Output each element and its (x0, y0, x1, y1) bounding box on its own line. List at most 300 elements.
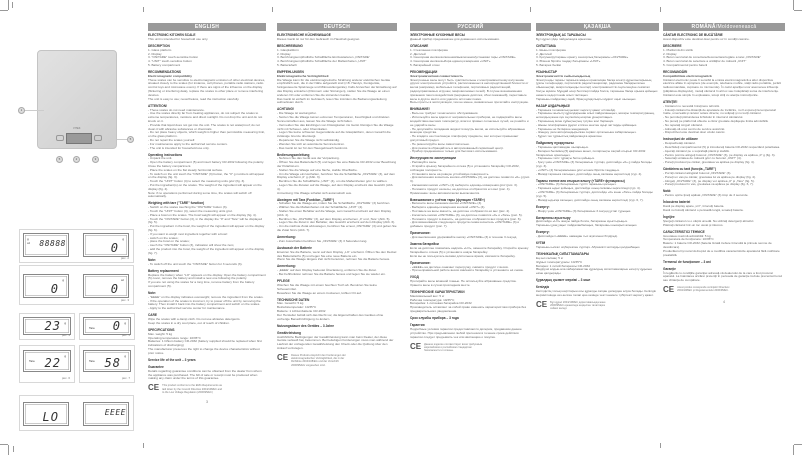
section-text: - These scales do not need maintenance. (148, 107, 205, 112)
crop-mark (794, 444, 802, 445)
section-text: - Use the scales directly far from heating appliances, do not subject the scales to extreme temperatures, moisture and direct sunlight. Do not drop the unit and do not knock on it. (148, 111, 263, 123)
section-text: - Berühren Sie „ON/TARE“ (3), auf dem Display erscheinen „0“ und „Tare“ (Abb. 5). (277, 216, 391, 221)
section-text: - To switch on the unit touch the "ON/TARE" (3) button, the "0" g numbers will appear on the display (fig. 3). (148, 171, 265, 180)
manual-section (277, 154, 397, 196)
manual-section (663, 231, 785, 258)
ce-conformity-block (277, 354, 397, 367)
section-text: - «ON/TARE» (3) батырмасын түртіңіз, дисплейде «0» және «Tare» пайда болады (сур. 5). (536, 190, 653, 198)
on-tare-button-illustration (94, 135, 102, 141)
section-text: - Nu reparaţi singuri cântarul. (663, 122, 703, 127)
section-text: Note: if no operations performed during some time, the scales will switch off automatically. (148, 190, 252, 199)
manual-section (663, 190, 785, 198)
section-text: 2. Дисплей (410, 51, 426, 56)
section-subheading: Электромагниттік сыйысымдылық (536, 73, 591, 78)
section-text: - Құрал тек тұрмыстық пайдалануға арналған. (536, 134, 603, 139)
section-text: Cântarul electronic poate fi sensibil la emisia electromagnetică a altor dispozitive electrice aflate în apropiere (de exemplu, telefoane mobile, staţii radio portabile, jucării radiocomandate, cuptoare cu microunde). În cazul apariţiei unor asemenea influenţe (pâlpâirea displayului), mutaţi cântarul în alt loc sau îndepărtaţi sursa de interferenţe. (663, 77, 781, 94)
page-number-right: 4 (723, 300, 725, 305)
section-text: - „EEEE“ auf dem Display bedeutet Überlastung, entfernen Sie die Zutat. (277, 268, 377, 273)
section-heading: Note: (148, 290, 157, 295)
section-heading: КҮТІМ (536, 241, 546, 246)
manual-section (663, 201, 785, 213)
section-text: Wischen Sie die Waage mit einem feuchten Tuch ab. Benutzen Sie keine Scheuermittel. (277, 283, 377, 291)
section-text: - For maintenance apply to the authorized service centers. (148, 141, 228, 146)
section-text: - Touch the "UNIT" button (4) to select the measuring units g/oz (fig. 3). (148, 179, 246, 184)
crop-mark (272, 7, 273, 12)
crop-mark (793, 445, 794, 455)
callout-5: 5 (127, 136, 134, 143)
section-text: - Дисплейдегі «EEEE» шамадан тыс жүктемені білдіреді. (536, 234, 618, 239)
section-heading: PFLEGE (277, 279, 290, 284)
section-text: 5. Batteriefach (277, 62, 297, 67)
language-column-română (663, 23, 785, 304)
section-text: În legătură cu condiţiile garanţiei adresaţi-vă dealerului de la care a fost procurat aparatul. La înaintarea oricărei pretenţii în perioada de garanţie trebuie prezentat bonul sau chitanţa de cumpărare. (663, 270, 783, 283)
section-text: - Таразыға ыдыс қойыңыз, дисплейде оның салмағы көрсетіледі (сур. 4). (536, 186, 641, 191)
manual-section (663, 261, 785, 265)
section-heading: СИПАТТАМА (536, 43, 556, 48)
figure-caption: рис. 3 (120, 298, 129, 302)
section-text: Wipe the scales with a damp cloth. Do not use abrasive detergents. (148, 317, 241, 322)
crop-mark (794, 10, 802, 11)
section-heading: Anmerkung: (277, 235, 296, 240)
section-text: 1. Glass platform (148, 47, 172, 52)
section-text: - Do not place heavy objects, which weight is higher than permissible measuring limit, on the glass platform. (148, 130, 265, 139)
section-text: - Таразыны өз бетіңізше жөндемеңіз. (536, 126, 590, 131)
section-text: - Porniţi cântarul atingând butonul „ON/TARE” (3). (663, 171, 732, 176)
lcd-display (83, 274, 129, 298)
crop-mark (143, 443, 144, 448)
lcd-value: 0 (50, 282, 59, 296)
section-text: Батарейка: 1 литиевая батарейка CR-2032 (410, 301, 472, 306)
section-text: - Шыны платформаға рұқсат етілген шектен ауыр заттарды қоймаңыз. (536, 122, 638, 127)
section-text: Replace the battery when "LO" appears on the display. Open the battery compartment (5) cover, remove the battery and install a new one following the polarity. (148, 272, 266, 281)
manual-section (148, 292, 266, 311)
section-text: Dacă nu folosiţi cântarul o perioadă lungă, scoateţi bateria. (663, 208, 744, 213)
lcd-display (83, 233, 129, 257)
section-text: - If the operation of the scales is incorrect, try to power off the unit by removing the battery. Then install it back into the battery compartment and switch on the scales. (148, 298, 261, 307)
manual-section (663, 268, 785, 283)
manual-section (410, 232, 531, 240)
section-heading: Austausch der Batterie (277, 245, 312, 250)
scale-illustration (37, 50, 117, 149)
manual-section (536, 231, 659, 239)
section-subheading: Electromagnetic compatibility (148, 73, 193, 78)
section-text: - Қосу үшін «ON/TARE» (3) батырмасын түртіңіз, дисплейде «0» g пайда болады (сур. 3). (536, 160, 652, 168)
ce-conformity-block (536, 301, 659, 311)
section-text: - Puneţi produsul pe cântar, greutatea va apărea pe display (fig. 4). (663, 160, 755, 165)
section-text: - Включите весы касанием кнопки «ON/TARE» (3). (410, 201, 483, 206)
section-text: Keep the scales in a dry cool place, out of reach of children. (148, 320, 230, 325)
section-heading: RECOMMENDATIONS (148, 69, 182, 74)
section-text: - Zum Ausschalten berühren Sie „ON/TARE“ (3) 3 Sekunden lang. (277, 238, 368, 243)
callout-3: 3 (92, 156, 99, 163)
crop-mark (12, 2, 13, 8)
section-heading: RECOMANDĂRI (663, 69, 688, 74)
language-column-deutsch (277, 23, 397, 367)
manual-section (410, 71, 531, 105)
section-text: Ausführliche Bedingungen der Gewährleistung kann man beim Dealer, der diese Geräte verkauft hat, bekommen. Bei beliebigen Forderungen muss man während der Laufzeit der vorliegenden Gewährleistung den Check oder die Quittung über den Ankauf vorzulegen. (277, 334, 394, 351)
section-text: - Өнімді таразыға салыңыз, дисплейде оның салмағы көрсетіледі (сур. 4). (536, 171, 643, 176)
section-text: Электронды таразы таразыға жақын орналасқан басқа электр құрылғыларының (ұялы телефондар, портативтік радиостанциялар, радиомен басқарылатын ойыншықтар, микротолқынды пештер) электромагниттік сәулеленуіне сезімтал болуы мүмкін. Мұндай әсер белгілері пайда болса, таразыны басқа орынға қойыңыз немесе кедергі көзін алып тастаңыз. (536, 77, 658, 97)
manual-section (148, 34, 266, 42)
section-text: - Для включения коснитесь кнопки «ON/TARE» (3), на дисплее появится «0» g (рис. 3). (410, 175, 531, 184)
section-text: - Таразыға техникалық қызмет көрсету қажет етілмейді. (536, 107, 616, 112)
section-text: Дисплейде «LO» жазуы пайда болса, батареяны ауыстырыңыз. (536, 219, 628, 224)
manual-section (536, 142, 659, 176)
section-heading: Nutzungsdauer des Gerätes – 3 Jahre (277, 323, 335, 328)
section-heading: Îngrijire (663, 215, 675, 220)
language-title: ҚАЗАҚША (583, 24, 612, 30)
language-title: РУССКИЙ (457, 24, 484, 30)
ce-conformity-block (410, 343, 531, 353)
section-text: 3. Buton senzorial de conectare/deconectare/reglare a tarei „ON/TARE” (663, 55, 761, 60)
ce-conformity-text: Acest produs corespunde cerinţelor Directivei 2004/108/EC şi Regulamentului 2006/95/EC. (677, 286, 730, 293)
manual-section (536, 206, 659, 214)
section-text: - touch the "ON/TARE" button (3), indication will show the zero; (148, 243, 235, 248)
section-text: Кепілдіктің толық шарттарын осы құралды сатқан дилерден алуға болады. Кепілдік мерзімі ішінде кез-келген талап қою кезінде чекті немесе түбіртекті көрсету қажет. (536, 289, 656, 297)
section-text: - Pentru oprire ţineţi apăsat „ON/TARE” (3) timp de 3 secunde. (663, 193, 749, 198)
manual-section (277, 265, 397, 277)
language-header (410, 23, 531, 31)
section-text: - Die Waage ist wartungsfrei. (277, 111, 317, 116)
manual-section (536, 242, 659, 250)
manual-section (410, 291, 531, 314)
manual-section (410, 157, 531, 195)
section-heading: CARACTERISTICI TEHNICE (663, 229, 705, 234)
section-text: Бұл құрал үйде пайдалануға арналған. (536, 36, 593, 41)
section-text: - «UNIT» (4) батырмасымен g/oz өлшем бірлігін таңдаңыз. (536, 167, 620, 172)
section-subheading: Elektromagnetische Verträglichkeit (277, 73, 329, 78)
section-heading: Срок службы прибора – 3 года (410, 316, 459, 321)
language-title: ROMÂNĂ (691, 24, 716, 30)
figure-caption: рис. 2 (120, 256, 129, 260)
section-heading: Примечание: (410, 231, 431, 236)
section-text: Рабочая температура: 10/35°C (410, 297, 455, 302)
manual-section (536, 71, 659, 101)
section-heading: Примечание: (410, 260, 431, 265)
language-column-english (148, 23, 266, 404)
lcd-unit: g (122, 237, 124, 241)
section-text: Таразыны ылғал шүберекпен сүртіңіз. Абразивті заттарды қолданбаңыз. (536, 245, 641, 250)
manual-section (663, 71, 785, 98)
ce-mark-icon: CE (663, 285, 675, 295)
section-text: - Для взвешивания следующего продукта снова коснитесь «ON/TARE» (3) и добавьте продукт (рис. 7). (410, 220, 520, 229)
section-text: - Откройте крышку батарейного отсека (5) и установите батарейку CR-2032, соблюдая полярность. (410, 164, 520, 172)
section-heading: Кепілдік (536, 285, 550, 290)
section-text: Данный прибор предназначен для домашнего использования. (410, 36, 500, 41)
lcd-value: EEEE (104, 408, 126, 417)
section-text: - Не кладите на стеклянную платформу предметы, вес которых превышает допустимый предел. (410, 134, 519, 142)
section-subheading: Compatibilitate electromagnetică (663, 73, 712, 78)
ce-mark-icon: CE (536, 299, 548, 309)
section-text: 1. Шыны платформа (536, 47, 566, 52)
section-text: - Schalten Sie die Waage ein, indem Sie die Schaltfläche „ON/TARE“ (3) berühren. (277, 201, 391, 206)
section-heading: ELEKTRONISCHE KÜCHENWAAGE (277, 33, 331, 37)
section-text: - Puneţi un vas pe cântar, greutatea lui va apărea pe display (fig. 4). (663, 174, 756, 179)
section-text: - Stellen Sie die Waage auf eine flache, stabile Oberfläche. (277, 167, 358, 172)
section-text: 5. Батарейный отсек (410, 62, 440, 67)
manual-section (277, 325, 397, 329)
figure-panel (79, 345, 135, 383)
section-text: - Өнімді ыдысқа салыңыз, дисплейде оның салмағы көрсетіледі (сур. 6, 7). (536, 197, 644, 202)
section-heading: Anmerkung: (277, 264, 296, 269)
section-heading: Пайдалану нұсқаулығы (536, 141, 574, 146)
manual-section (148, 154, 266, 200)
manual-section (410, 324, 531, 339)
section-heading: ATENŢIE! (663, 99, 678, 104)
section-text: - Switch on the scales touching the "ON/TARE" button (3). (148, 205, 228, 210)
section-text: Betriebstemperatur: 10/35°C (277, 305, 317, 310)
language-header (536, 23, 659, 31)
figure-panel (79, 313, 135, 340)
callout-4: 5 (56, 156, 63, 163)
section-text: - Um die Waage einzuschalten, berühren Sie die Schaltfläche „ON/TARE“ (3), auf dem Display erscheint „0“ g (Abb. 3). (277, 171, 396, 180)
lcd-unit: g (62, 278, 64, 282)
section-text: - Legen Sie die Zutat in den Behälter, das Gewicht erscheint auf dem Display (Abb. 6). (277, 220, 396, 225)
section-text: 4. Өлшем бірлігін таңдау батырмасы «UNIT» (536, 59, 601, 64)
section-text: 1. Glasplattform (277, 47, 299, 52)
section-heading: Ескерту: (536, 204, 550, 209)
section-heading: Termenul de funcţionare – 3 ani (663, 259, 711, 264)
ce-mark-icon: CE (410, 341, 422, 351)
section-text: - Atingeţi „ON/TARE” (3), pe display vor apărea „0” şi „Tare” (fig. 5). (663, 178, 755, 183)
section-text: Der Hersteller behält sich das Recht vor, die Eigenschaften des Gerätes ohne vorherige Benachrichtigung zu ändern. (277, 312, 384, 321)
manual-section (277, 199, 397, 233)
manual-section (663, 168, 785, 187)
manual-section (663, 34, 785, 42)
section-text: Храните весы в сухом прохладном месте. (410, 283, 471, 287)
section-heading: Bedienungsanleitung (277, 152, 310, 157)
section-text: The unit is easy to use; nevertheless, read the instruction carefully. (148, 96, 240, 101)
manual-section (536, 180, 659, 203)
ce-conformity-block (148, 384, 266, 394)
section-subheading: Электромагнитная совместимость (410, 73, 464, 78)
crop-mark (530, 7, 531, 12)
figure-panel (19, 345, 75, 383)
section-heading: Abwiegen mit Tara (Funktion „TARE“) (277, 197, 335, 202)
section-text: - Для ремонта обращайтесь в авторизованный сервисный центр. (410, 145, 504, 150)
section-text: 3. Berührungsempfindliche Schaltfläche Ein/Austarieren „ON/TARE“ (277, 55, 370, 60)
lcd-value: 22 (44, 356, 61, 370)
language-column-қазақша (536, 23, 659, 310)
section-text: - Bei Fehlfunktion nehmen Sie die Batterie heraus und legen Sie sie wieder ein. (277, 272, 386, 277)
ce-mark-icon: CE (277, 353, 289, 363)
crop-mark (13, 446, 14, 452)
section-text: 1. Platformă din sticlă (663, 47, 693, 52)
section-text: - Stellen Sie einen Behälter auf die Waage, sein Gewicht erscheint auf dem Display (Abb. 4). (277, 209, 392, 217)
lcd-value: 0 (110, 282, 119, 296)
section-text: - Despachetaţi cântarul. (663, 141, 696, 146)
section-heading: Құралдың қызмет мерзімі – 3 жыл (536, 278, 591, 283)
section-text: - Selectaţi unitatea de măsură g/oz cu butonul „UNIT” (4). (663, 156, 742, 161)
section-text: Если вы не пользуетесь весами длительное время, извлеките батарейку. (410, 253, 516, 258)
section-text: Dieses Gerät ist nur für den Gebrauch im Haushalt geeignet. (277, 36, 361, 41)
section-text: - Öffnen Sie das Batteriefach (5) und legen Sie eine Batterie CR-2032 unter Beachtung der Polarität ein. (277, 160, 397, 168)
lcd-unit: g (64, 354, 66, 358)
section-heading: РЕКОМЕНДАЦИИ (410, 69, 438, 74)
manual-section (277, 34, 397, 42)
section-text: - switch on the scales; (148, 235, 179, 240)
section-text: If you are not using the scales for a long time, remove battery from the battery compartment (5). (148, 280, 255, 288)
section-heading: ЭЛЕКТРОНДЫҚ АС ТАРАЗЫСЫ (536, 33, 586, 37)
section-heading: Battery replacement (148, 268, 179, 273)
section-text: Batteries: 1 lithium battery CR-2032 (battery supplied should be replaced when first indications of discharging) (148, 339, 262, 348)
section-text: - Dispozitivul este destinat doar uzului casnic. (663, 130, 726, 135)
section-text: Примечание: весы автоматически выключаются. (410, 190, 481, 195)
section-text: Bewahren Sie die Waage an einem trockenen, kühlen Ort auf. (277, 290, 362, 295)
section-heading: ЭЛЕКТРОННЫЕ КУХОННЫЕ ВЕСЫ (410, 33, 465, 37)
section-text: - «ON/TARE» (3) батырмасын түртіп таразыны қосыңыз. (536, 182, 617, 187)
section-text: - Put the ingredient(s) on the scales. The weight of the ingredient will appear on the display (fig. 4). (148, 182, 262, 191)
section-heading: Взвешивание с учётом тары (функция «TARE») (410, 197, 485, 202)
section-text: - Vermeiden Sie das Eindringen von Flüssigkeiten ins Gerät. Reinigen Sie die Waage nicht mit Scheuer- oder Chemikalien. (277, 122, 394, 131)
section-text: - Өшіру үшін «ON/TARE» (3) батырмасын 3 секунд ұстап тұрыңыз. (536, 208, 632, 213)
section-heading: Гарантия (410, 323, 425, 328)
section-text: - Aşezaţi cântarul pe o suprafaţă plană şi stabilă. (663, 148, 730, 153)
language-header (148, 23, 266, 31)
section-text: - Setzen Sie die Waage keinen extremen Temperaturen, Feuchtigkeit und direkten Sonnenstrahlen aus, lassen Sie die Waage nicht fallen. (277, 115, 390, 123)
manual-section (536, 105, 659, 139)
lcd-unit: g oz (27, 237, 31, 245)
section-text: The manufacturer preserves the right to change the device characteristics without prior notice. (148, 347, 260, 355)
figure-panel (19, 313, 75, 340)
display-illustration (66, 133, 92, 144)
lcd-value: 88888 (39, 239, 66, 248)
section-text: 3. Қосу/өшіру/тараны орнату сенсорлық батырмасы «ON/TARE» (536, 55, 629, 60)
section-text: 3. Сенсорная кнопка включения/выключения/установки тары «ON/TARE» (410, 55, 516, 60)
section-text: Max. Gewicht: 5 kg (277, 301, 304, 306)
manual-section (277, 108, 397, 150)
section-text: 4. Сенсорная кнопка выбора единиц измерения «UNIT» (410, 59, 491, 64)
manual-section (148, 105, 266, 151)
section-heading: Тараны есепке ала отырып өлшеу («TARE» функциясы) (536, 178, 625, 183)
section-text: Wenn Sie die Waage längere Zeit nicht benutzen, nehmen Sie die Batterie heraus. (277, 257, 390, 262)
language-title-suffix: /Moldovenească (715, 24, 757, 30)
section-text: - To switch off the unit touch the "ON/TARE" button for 3 seconds (3). (148, 261, 243, 266)
lcd-tare-label: Tare (29, 359, 35, 363)
section-text: - Не допускайте попадания жидкости внутрь весов, не используйте абразивные моющие средства. (410, 126, 526, 135)
crop-mark (793, 0, 794, 10)
manual-section (663, 101, 785, 135)
section-text: Электронные весы могут быть чувствительны к электромагнитному излучению других электрических устройств, расположенных в непосредственной близости от весов (например, мобильных телефонов, портативных радиостанций, радиоуправляемых игрушек, микроволновых печей). В случае возникновения признаков такого воздействия (мерцание дисплея, сбои показаний), переставьте весы в другое место или удалите источник помех. (410, 77, 529, 101)
manual-section (148, 270, 266, 289)
section-text: 3. "ON/TARE" touch-sensitive button (148, 55, 199, 60)
section-text: - При неправильной работе весов извлеките батарейку и установите её снова. (410, 268, 524, 273)
callout-line (24, 110, 44, 111)
section-heading: Guarantee (148, 364, 164, 369)
section-heading: Gewährleistung (277, 330, 301, 335)
section-text: 5. Батарея бөлімі (536, 62, 562, 67)
language-header (277, 23, 397, 31)
figure-caption: рис. 5 (121, 333, 130, 337)
section-text: - Cântarul nu necesită întreţinere tehnică. (663, 103, 720, 108)
section-text: - Распакуйте весы. (410, 160, 438, 165)
ce-mark-icon: CE (148, 383, 160, 393)
section-text: - Таразыны қаптамадан шығарыңыз. (536, 145, 589, 150)
section-text: - Legen Sie keine schweren Gegenstände auf die Glasplattform, deren Gewicht die zulässige Grenze übersteigt. (277, 130, 391, 139)
manual-section (148, 259, 266, 267)
section-text: Если на дисплее появилась надпись «LO», замените батарейку. Откройте крышку батарейного отсека (5) и установите новую батарейку. (410, 246, 529, 254)
section-text: - Поставьте на весы ёмкость, на дисплее отобразится её вес (рис. 4). (410, 209, 511, 214)
lcd-unit: g (64, 321, 66, 325)
lcd-value: 23 (44, 319, 61, 333)
section-text: Baterie: 1 baterie CR-2032 (bateria livrată trebuie înlocuită la primele semne de descărcare) (663, 241, 772, 250)
ce-conformity-text: Данное изделие соответствует всем требуемым европейским и российским стандартам безопасности и гигиены. (424, 342, 483, 353)
section-text: - Folosiţi cântarul la distanţă de aparatele de încălzire, nu îl expuneţi la temperaturi înalte, umezeală şi razelor solare directe; nu scăpaţi şi nu loviţi cântarul. (663, 107, 777, 116)
figure-caption: рис. 4 (61, 333, 70, 337)
section-text: - Таразының ішіне сұйықтықтың түсуіне жол бермеңіз. (536, 118, 614, 123)
manual-section (277, 299, 397, 322)
section-text: - Nehmen Sie das Gerät aus der Verpackung. (277, 156, 340, 161)
section-heading: Garanţie (663, 266, 676, 271)
manual-section (277, 45, 397, 68)
section-text: - Unpack the unit. (148, 156, 173, 161)
section-text: Жұмыс температурасы: 10/35°C (536, 259, 583, 264)
manual-section (536, 279, 659, 283)
section-heading: EMPFEHLUNGEN (277, 69, 304, 74)
lcd-value: 58 (104, 356, 121, 370)
section-text: Max. weight: 5 kg (148, 331, 173, 336)
manual-section (148, 45, 266, 68)
section-text: 2. Display (148, 51, 162, 56)
section-text: - "EEEE" on the display indicates overweight; remove the ingredient from the scales. (148, 294, 264, 299)
section-text: - Nu puneţi pe platformă obiecte a căror greutate depăşeşte limita admisibilă. (663, 118, 769, 123)
language-title: ENGLISH (194, 24, 220, 30)
section-text: Temperatura de funcţionare: 10/35°C (663, 237, 714, 242)
page-number-left: 3 (206, 400, 208, 405)
manual-section (536, 34, 659, 42)
figure-panel (19, 229, 134, 263)
section-text: - The unit is intended for household use only. (148, 145, 210, 150)
section-heading: ҰСЫНЫСТАР (536, 69, 558, 74)
manual-section (410, 34, 531, 42)
callout-line (117, 139, 127, 140)
section-heading: Operating instructions (148, 152, 183, 157)
lcd-display (83, 402, 129, 426)
section-text: 5. Compartimentul pentru baterii (663, 62, 708, 67)
section-text: - Таразыны тегіс тұрақты бетке қойыңыз. (536, 156, 595, 161)
section-text: - Berühren Sie die Schaltfläche „UNIT“ (4), um die Maßeinheiten g/oz zu wählen. (277, 179, 388, 184)
lcd-display (23, 402, 69, 426)
language-column-русский (410, 23, 531, 352)
lcd-tare-label: Tare (89, 326, 95, 330)
manual-section (148, 329, 266, 356)
section-text: Ştergeţi cântarul cu o cârpă umedă. Nu utilizaţi detergenţi abrazivi. (663, 218, 755, 223)
section-heading: ОПИСАНИЕ (410, 43, 429, 48)
section-text: Acest dispozitiv este destinat doar pentru uz în condiţii casnice. (663, 36, 750, 41)
section-text: 4. Buton senzorial de selectare a unităţilor de măsură „UNIT” (663, 59, 747, 64)
section-text: Таразыны пайдалану оңай, бірақ нұсқаулықты мұқият оқып шығыңыз. (536, 96, 637, 101)
section-text: - Используйте весы вдали от нагревательных приборов, не подвергайте весы воздействию высоких температур, влаги и прямых солнечных лучей, не роняйте и не ударяйте весы. (410, 115, 529, 127)
section-text: Батарея: 1 литий батареясы CR-2032 (536, 263, 591, 268)
section-heading: ТЕХНИЧЕСКИЕ ХАРАКТЕРИСТИКИ (410, 289, 465, 294)
section-text: - Коснитесь кнопки «ON/TARE» (3), на дисплее появятся «0» и «Tare» (рис. 5). (410, 212, 523, 217)
manual-section (663, 138, 785, 165)
section-text: - Apply to the authorized service center for maintenance. (148, 306, 226, 311)
section-text: - Таразыны жылыту құралдарынан алыс пайдаланыңыз, жоғары температураның, ылғалдың және күн сәулесінің әсеріне ұшыратпаңыз. (536, 111, 655, 120)
section-text: - Reparieren Sie die Waage nicht selbständig. (277, 137, 340, 142)
lcd-value: LO (42, 410, 59, 424)
manual-section (410, 262, 531, 274)
manual-section (410, 243, 531, 258)
section-text: Протирайте весы влажной тканью. Не используйте абразивные средства. (410, 279, 517, 284)
section-text: - Touch the "UNIT" button (4), select the measuring units g/oz. (148, 209, 233, 214)
section-text: Dacă pe display apare „LO”, înlocuiţi bateria. (663, 204, 725, 209)
manual-section (536, 253, 659, 276)
manual-section (277, 236, 397, 244)
section-text: - Open the battery compartment (5) and insert battery CR-2032 following the polarity. Close the battery compartment. (148, 160, 265, 168)
crop-mark (0, 444, 8, 445)
section-text: Ең көп салмақ: 5 кг (536, 255, 564, 260)
